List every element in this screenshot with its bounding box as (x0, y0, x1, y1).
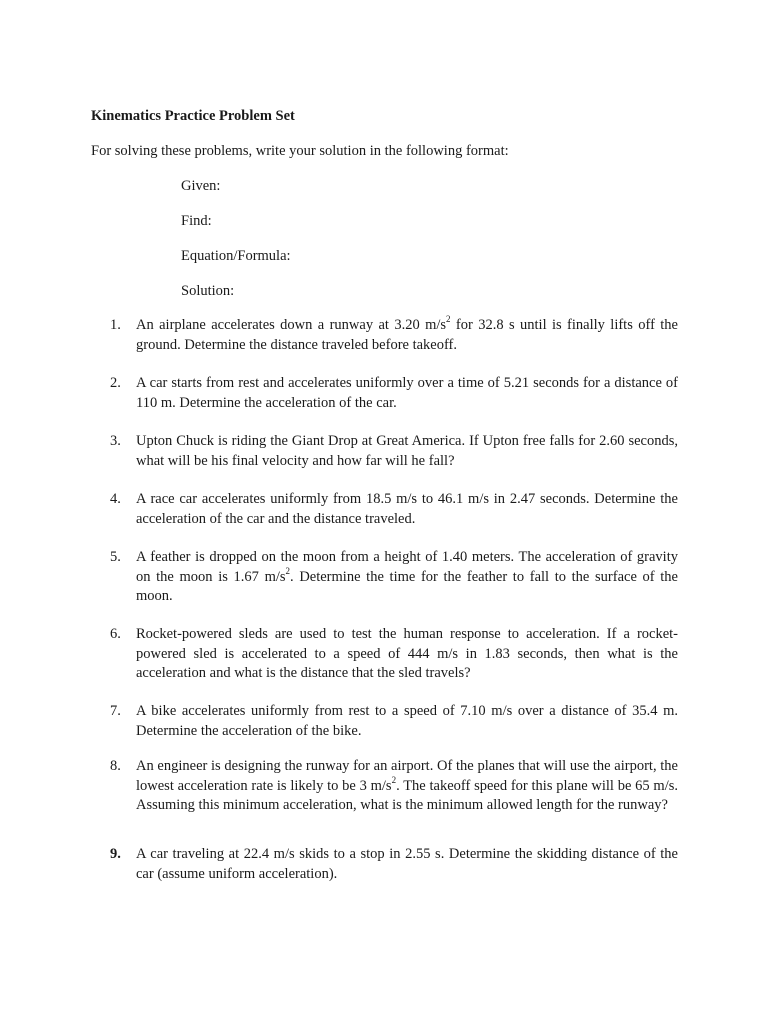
problem-text: A feather is dropped on the moon from a height of 1.40 meters. The acceleration of gravity on the moon is 1.67 $m/s^2$. Determine the time for the feather to fall to the surface of the moon. (136, 549, 678, 604)
problem-number: 3. (110, 433, 121, 449)
problem-number: 6. (110, 626, 121, 642)
problem-number: 8. (110, 758, 121, 774)
format-equation: Equation/Formula: (181, 248, 291, 264)
problem-item (110, 374, 678, 413)
intro-text: For solving these problems, write your solution in the following format: (91, 143, 509, 159)
format-solution: Solution: (181, 283, 235, 299)
problem-text: A car starts from rest and accelerates uniformly over a time of 5.21 seconds for a distance of 110 m. Determine the acceleration of the car. (136, 375, 678, 411)
document-title: Kinematics Practice Problem Set (91, 108, 295, 124)
problem-item (110, 845, 678, 884)
problem-text: Upton Chuck is riding the Giant Drop at Great America. If Upton free falls for 2.60 seconds, what will be his final velocity and how far will he fall? (136, 433, 678, 469)
problem-item (110, 490, 678, 529)
problem-text: Rocket-powered sleds are used to test the human response to acceleration. If a rocket-powered sled is accelerated to a speed of 444 m/s in 1.83 seconds, then what is the acceleration and what is the distance that the sled travels? (136, 626, 678, 681)
problem-item (110, 625, 678, 684)
problem-number: 9. (110, 846, 121, 862)
problem-item (110, 757, 678, 816)
problem-text: An engineer is designing the runway for an airport. Of the planes that will use the airport, the lowest acceleration rate is likely to be 3 $m/s^2$. The takeoff speed for this plane will be 65 m/s. Assuming this minimum acceleration, what is the minimum allowed length for the runway? (136, 758, 678, 813)
format-given: Given: (181, 178, 221, 194)
problem-text: A bike accelerates uniformly from rest to a speed of 7.10 m/s over a distance of 35.4 m. Determine the acceleration of the bike. (136, 703, 678, 739)
problem-item (110, 432, 678, 471)
problem-text: A race car accelerates uniformly from 18.5 m/s to 46.1 m/s in 2.47 seconds. Determine the acceleration of the car and the distance traveled. (136, 491, 678, 527)
problem-item (110, 548, 678, 607)
format-find: Find: (181, 213, 212, 229)
problem-number: 7. (110, 703, 121, 719)
problem-number: 4. (110, 491, 121, 507)
problem-item (110, 702, 678, 741)
problem-text: An airplane accelerates down a runway at 3.20 $m/s^2$ for 32.8 s until is finally lifts off the ground. Determine the distance traveled before takeoff. (136, 314, 678, 353)
problem-number: 1. (110, 317, 121, 333)
problem-number: 2. (110, 375, 121, 391)
problem-text: A car traveling at 22.4 m/s skids to a stop in 2.55 s. Determine the skidding distance of the car (assume uniform acceleration). (136, 846, 678, 882)
problem-number: 5. (110, 549, 121, 565)
problem-item (110, 316, 678, 355)
